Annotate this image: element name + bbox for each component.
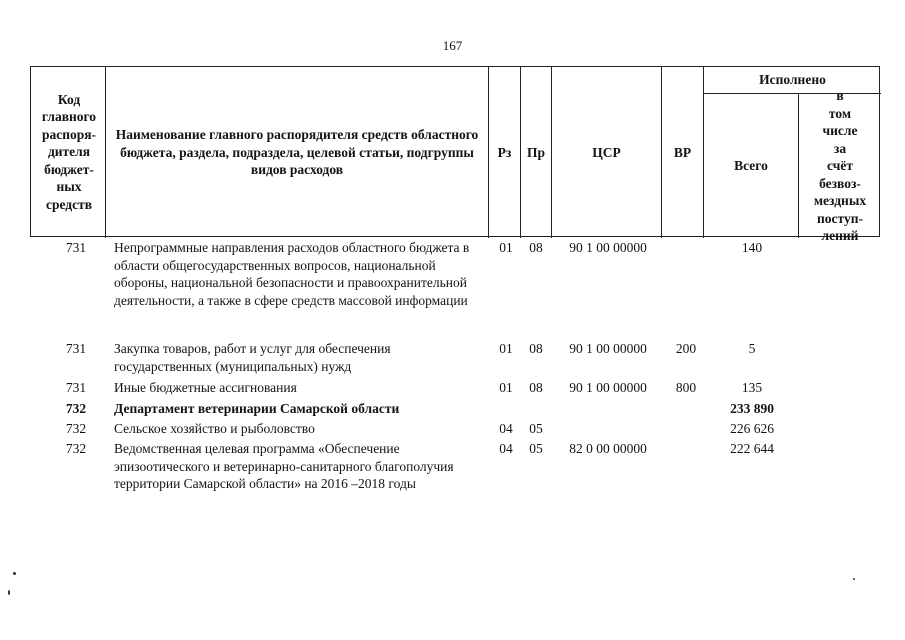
row-total: 5: [748, 341, 756, 356]
header-pr: Пр: [526, 144, 545, 160]
row-csr: 90 1 00 00000: [569, 341, 647, 356]
row-pr: 08: [529, 341, 543, 356]
row-total: 140: [741, 240, 763, 255]
row-name: Сельское хозяйство и рыболовство: [114, 421, 315, 436]
row-rz: 01: [499, 380, 513, 395]
table-header: [30, 66, 880, 244]
row-code: 732: [65, 441, 87, 456]
row-vr: 200: [675, 341, 697, 356]
row-code: 731: [65, 380, 87, 395]
row-name: Иные бюджетные ассигнования: [114, 380, 297, 395]
row-pr: 05: [529, 441, 543, 456]
header-csr: ЦСР: [592, 144, 621, 160]
row-name: Закупка товаров, работ и услуг для обеспечения государственных (муниципальных) нужд: [114, 341, 391, 374]
row-code: 731: [65, 240, 87, 255]
row-vr: 800: [675, 380, 697, 395]
header-total: Всего: [734, 158, 768, 174]
header-executed: Исполнено: [759, 72, 826, 88]
row-code: 732: [65, 401, 87, 416]
row-rz: 04: [499, 441, 513, 456]
row-total: 135: [741, 380, 763, 395]
row-name: Департамент ветеринарии Самарской области: [114, 401, 400, 416]
row-csr: 90 1 00 00000: [569, 380, 647, 395]
scan-speck: [13, 572, 16, 575]
row-pr: 05: [529, 421, 543, 436]
row-csr: 82 0 00 00000: [569, 441, 647, 456]
row-code: 732: [65, 421, 87, 436]
row-rz: 01: [499, 240, 513, 255]
header-rz: Рз: [497, 144, 512, 160]
row-total: 233 890: [730, 401, 774, 416]
header-code: Код главного распоря- дителя бюджет- ных средств: [41, 91, 97, 212]
row-total: 226 626: [730, 421, 774, 436]
scan-speck: [853, 578, 855, 580]
row-csr: 90 1 00 00000: [569, 240, 647, 255]
scan-speck: [8, 590, 10, 595]
row-total: 222 644: [730, 441, 774, 456]
header-incl-grants: в том числе за счёт безвоз- мездных поступ- лений: [813, 88, 867, 244]
row-rz: 01: [499, 341, 513, 356]
row-name: Непрограммные направления расходов областного бюджета в области общегосударственных вопросов, национальной обороны, национальной безопасности и правоохранительной деятельности, а также в сфере средств массовой информации: [114, 240, 470, 308]
row-pr: 08: [529, 380, 543, 395]
header-vr: ВР: [673, 144, 692, 160]
row-pr: 08: [529, 240, 543, 255]
page-number: 167: [442, 38, 463, 53]
row-rz: 04: [499, 421, 513, 436]
row-name: Ведомственная целевая программа «Обеспечение эпизоотического и ветеринарно-санитарного благополучия территории Самарской области» на 2016 –2018 годы: [114, 441, 454, 491]
row-code: 731: [65, 341, 87, 356]
header-name: Наименование главного распорядителя средств областного бюджета, раздела, подраздела, целевой статьи, подгруппы видов расходов: [115, 127, 479, 178]
